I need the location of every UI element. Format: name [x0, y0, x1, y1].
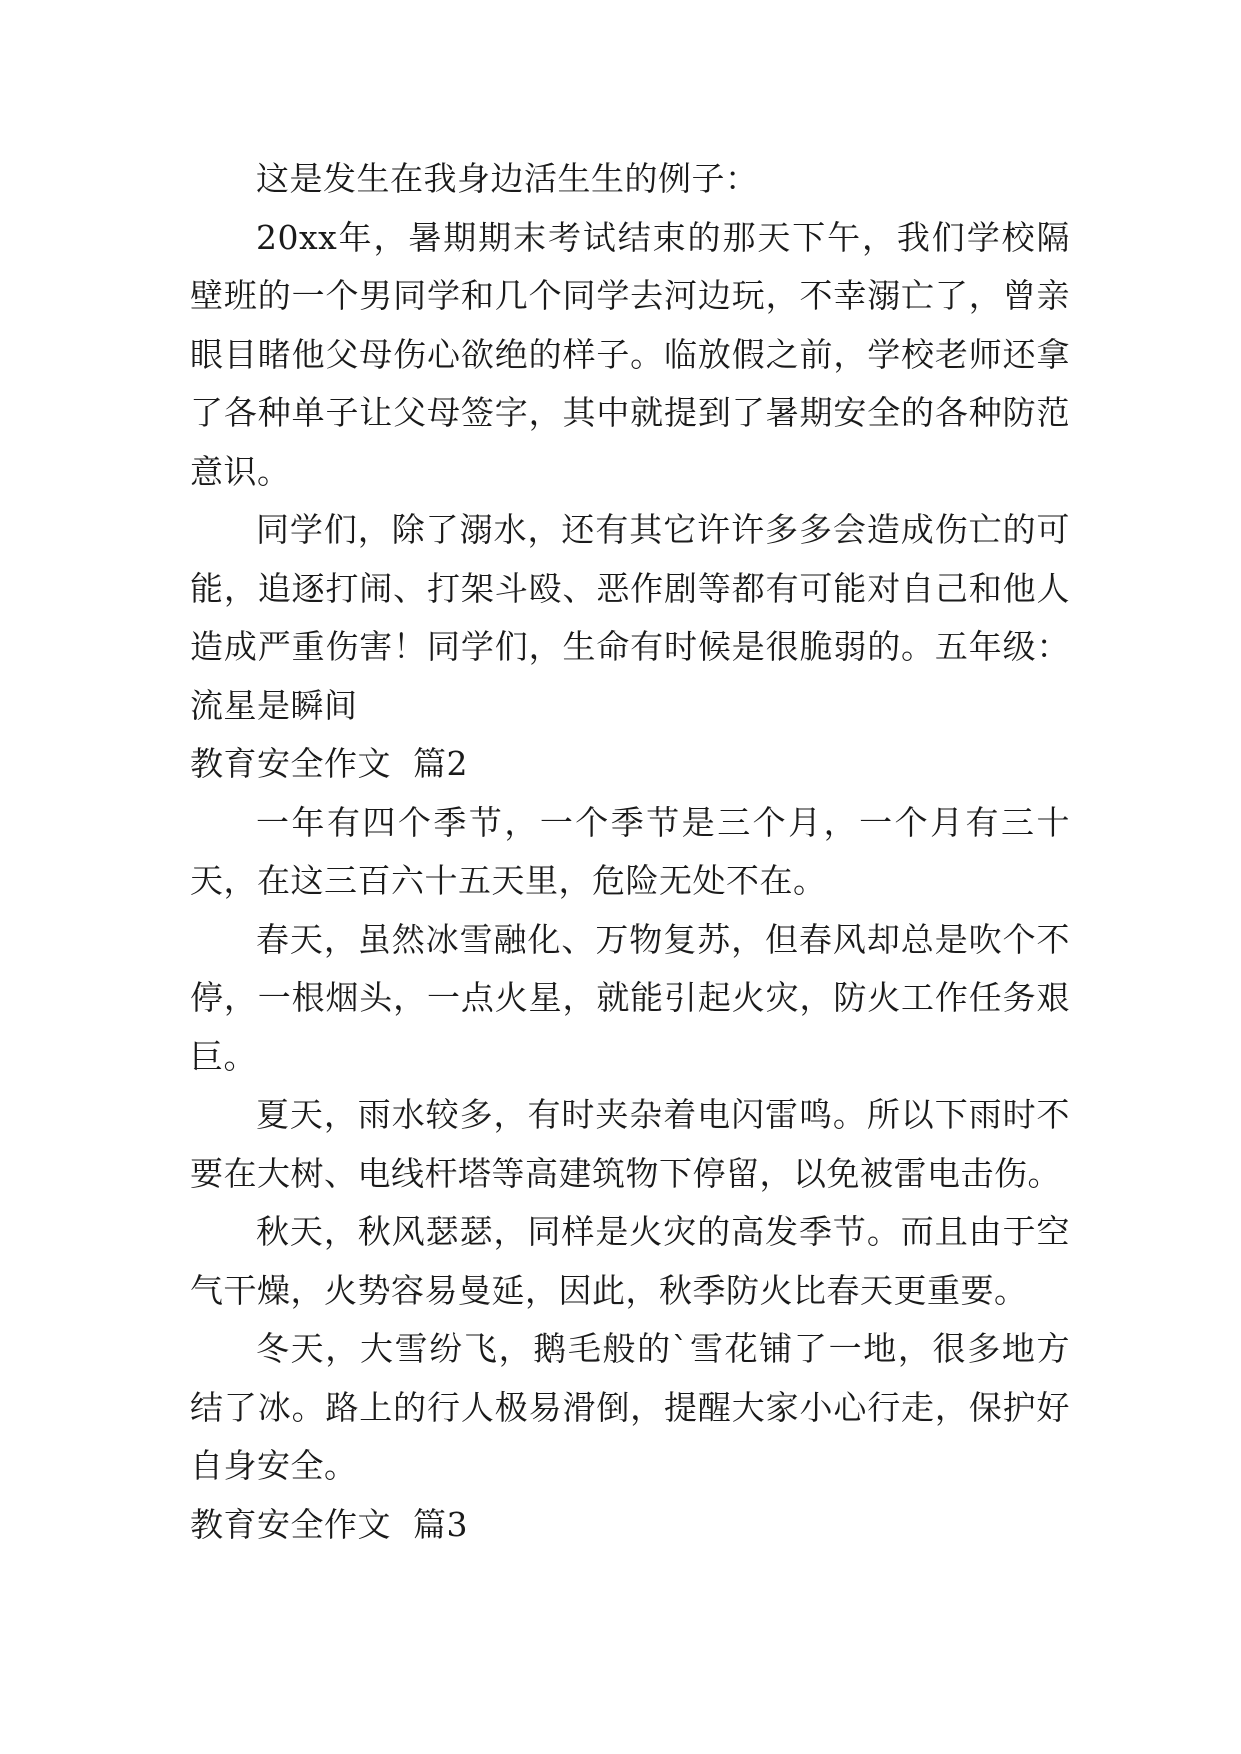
paragraph-summer: 夏天，雨水较多，有时夹杂着电闪雷鸣。所以下雨时不要在大树、电线杆塔等高建筑物下停留，以免被雷电击伤。 [190, 1095, 1070, 1193]
paragraph-drowning-story: 20xx年，暑期期末考试结束的那天下午，我们学校隔壁班的一个男同学和几个同学去河边玩，不幸溺亡了，曾亲眼目睹他父母伤心欲绝的样子。临放假之前，学校老师还拿了各种单子让父母签字，其中就提到了暑期安全的各种防范意识。 [190, 217, 1070, 491]
section-heading-2: 教育安全作文 篇2 [190, 744, 468, 783]
paragraph-winter: 冬天，大雪纷飞，鹅毛般的`雪花铺了一地，很多地方结了冰。路上的行人极易滑倒，提醒大家小心行走，保护好自身安全。 [190, 1329, 1070, 1485]
paragraph-four-seasons: 一年有四个季节，一个季节是三个月，一个月有三十天，在这三百六十五天里，危险无处不在。 [190, 802, 1070, 900]
document-body [190, 150, 1070, 1554]
paragraph-autumn: 秋天，秋风瑟瑟，同样是火灾的高发季节。而且由于空气干燥，火势容易曼延，因此，秋季防火比春天更重要。 [190, 1212, 1070, 1310]
paragraph-spring: 春天，虽然冰雪融化、万物复苏，但春风却总是吹个不停，一根烟头，一点火星，就能引起火灾，防火工作任务艰巨。 [190, 919, 1070, 1076]
paragraph-other-dangers: 同学们，除了溺水，还有其它许许多多会造成伤亡的可能，追逐打闹、打架斗殴、恶作剧等都有可能对自己和他人造成严重伤害！同学们，生命有时候是很脆弱的。五年级：流星是瞬间 [190, 510, 1070, 725]
paragraph-example-intro: 这是发生在我身边活生生的例子： [256, 159, 759, 198]
section-heading-3: 教育安全作文 篇3 [190, 1504, 468, 1544]
